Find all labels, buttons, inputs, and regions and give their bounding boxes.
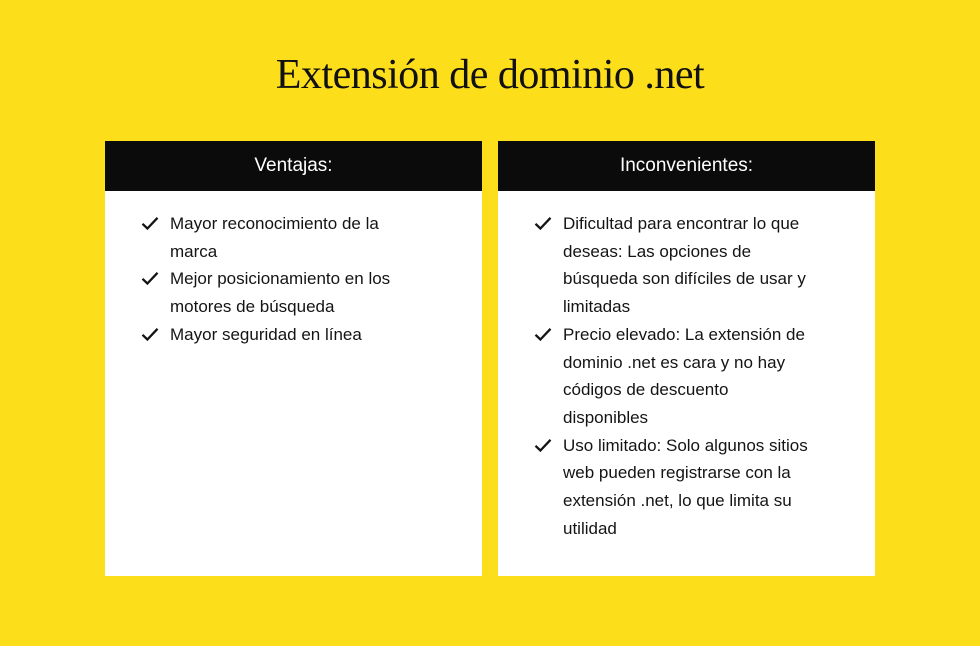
disadvantages-card [498,141,875,576]
advantage-item [105,265,482,320]
advantage-item-label: Mayor seguridad en línea [170,324,362,344]
disadvantages-header: Inconvenientes: [498,141,875,191]
disadvantages-list [498,191,875,542]
advantage-item-label: Mayor reconocimiento de la marca [170,214,379,261]
disadvantage-item [498,210,875,321]
disadvantage-item-label: Uso limitado: Solo algunos sitios web pueden registrarse con la extensión .net, lo que limita su utilidad [563,435,808,538]
advantage-item [105,321,482,349]
checkmark-icon [141,216,159,231]
checkmark-icon [534,216,552,231]
disadvantage-item [498,432,875,543]
checkmark-icon [534,327,552,342]
advantages-header: Ventajas: [105,141,482,191]
advantage-item [105,210,482,265]
advantages-card [105,141,482,576]
advantage-item-label: Mejor posicionamiento en los motores de búsqueda [170,269,391,317]
disadvantage-item [498,321,875,432]
checkmark-icon [141,271,159,286]
disadvantage-item-label: Dificultad para encontrar lo que deseas: Las opciones de búsqueda son difíciles de usar y limitadas [563,214,806,317]
advantages-list [105,191,482,349]
page-title: Extensión de dominio .net [275,52,705,98]
checkmark-icon [141,327,159,342]
disadvantage-item-label: Precio elevado: La extensión de dominio .net es cara y no hay códigos de descuento disponibles [563,324,805,427]
checkmark-icon [534,438,552,453]
